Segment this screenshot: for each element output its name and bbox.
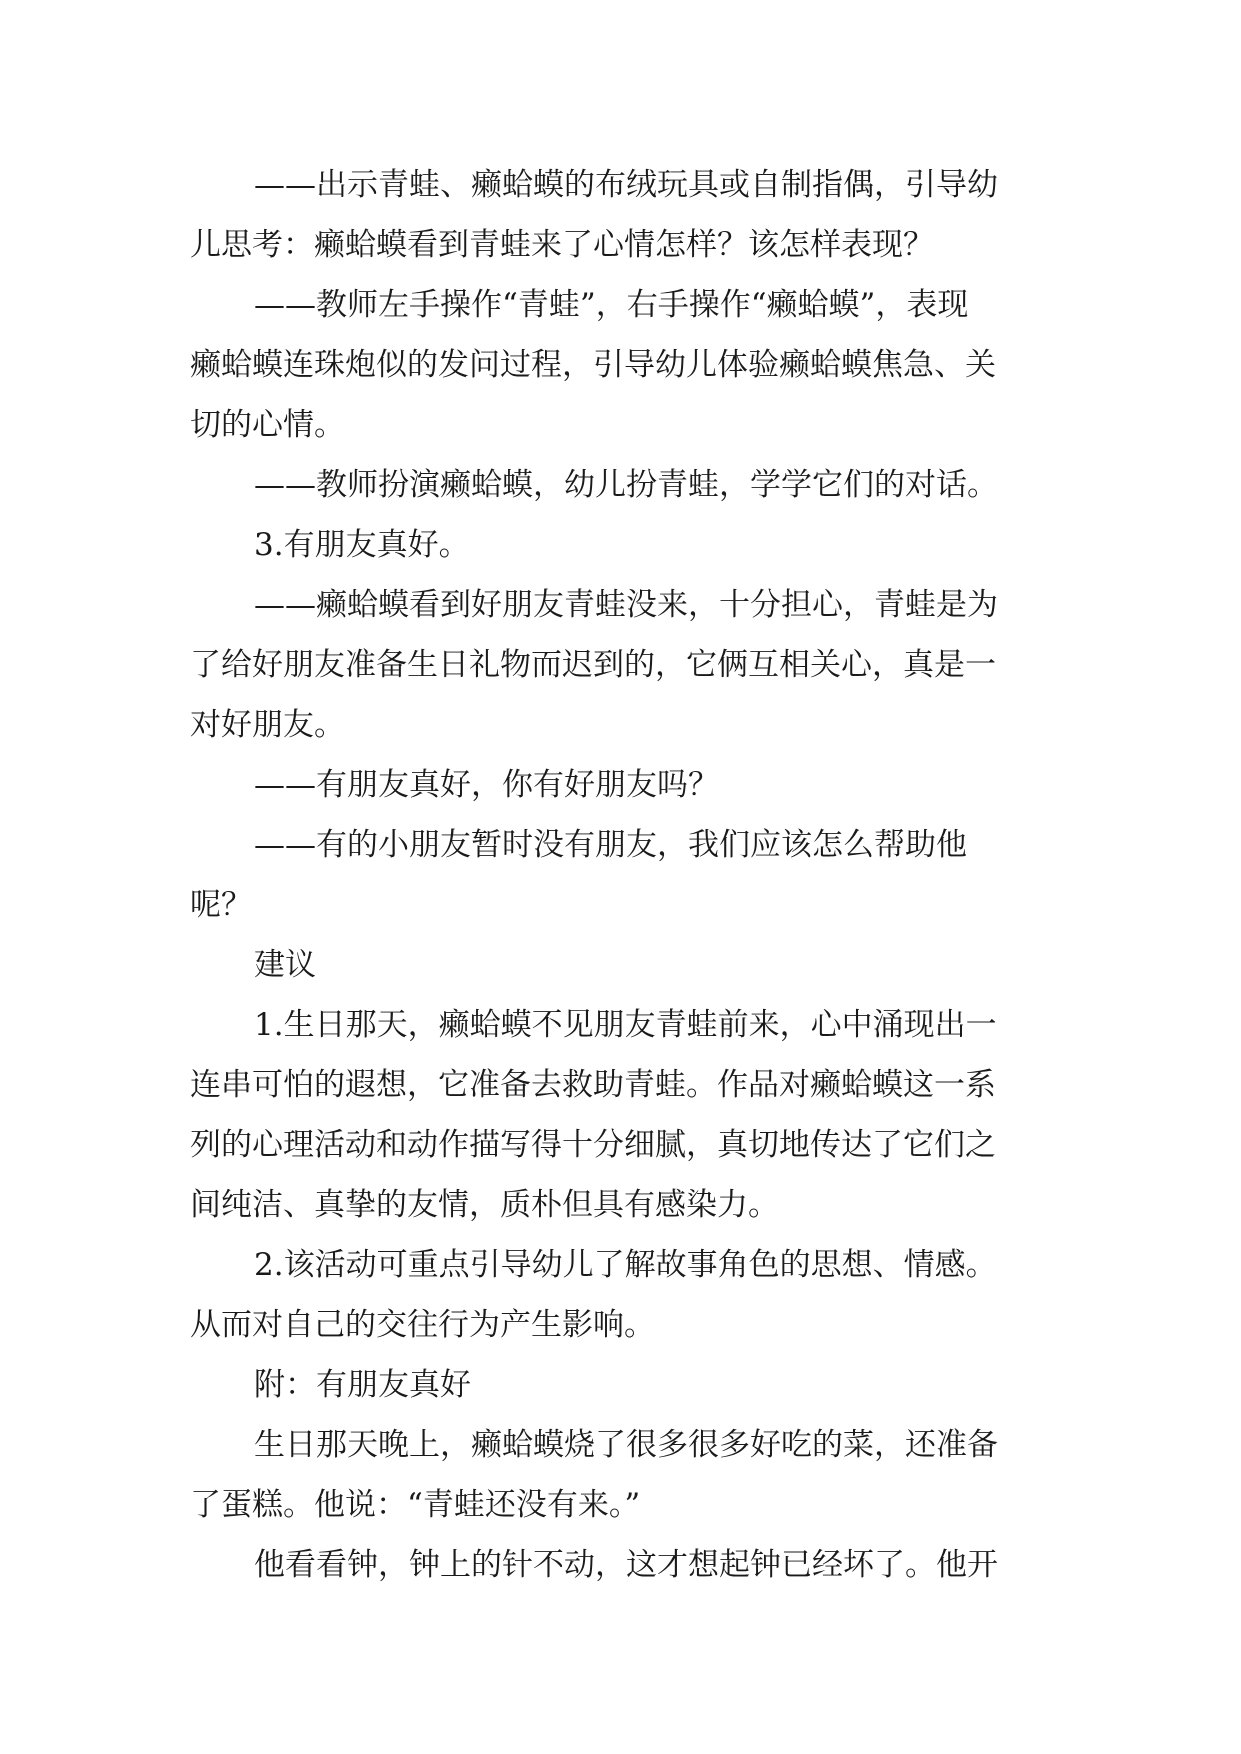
paragraph-line-12: ——有的小朋友暂时没有朋友，我们应该怎么帮助他 xyxy=(254,827,967,863)
paragraph-line-19: 2.该活动可重点引导幼儿了解故事角色的思想、情感。 xyxy=(254,1247,997,1283)
section-heading-suggestion: 建议 xyxy=(254,947,316,983)
paragraph-line-5: 切的心情。 xyxy=(190,407,345,443)
paragraph-line-6: ——教师扮演癞蛤蟆，幼儿扮青蛙，学学它们的对话。 xyxy=(254,467,998,503)
paragraph-line-16: 连串可怕的遐想，它准备去救助青蛙。作品对癞蛤蟆这一系 xyxy=(190,1067,996,1103)
paragraph-line-15: 1.生日那天，癞蛤蟆不见朋友青蛙前来，心中涌现出一 xyxy=(254,1007,997,1043)
paragraph-line-1: ——出示青蛙、癞蛤蟆的布绒玩具或自制指偶，引导幼 xyxy=(254,167,998,203)
section-heading-3: 3.有朋友真好。 xyxy=(254,527,470,563)
paragraph-line-2: 儿思考：癞蛤蟆看到青蛙来了心情怎样？该怎样表现？ xyxy=(190,227,934,263)
paragraph-line-20: 从而对自己的交往行为产生影响。 xyxy=(190,1307,655,1343)
document-page xyxy=(190,155,1050,1595)
paragraph-line-18: 间纯洁、真挚的友情，质朴但具有感染力。 xyxy=(190,1187,779,1223)
section-heading-appendix: 附：有朋友真好 xyxy=(254,1367,471,1403)
paragraph-line-9: 了给好朋友准备生日礼物而迟到的，它俩互相关心，真是一 xyxy=(190,647,996,683)
paragraph-line-3: ——教师左手操作“青蛙”，右手操作“癞蛤蟆”，表现 xyxy=(254,287,969,323)
paragraph-line-17: 列的心理活动和动作描写得十分细腻，真切地传达了它们之 xyxy=(190,1127,996,1163)
paragraph-line-8: ——癞蛤蟆看到好朋友青蛙没来，十分担心，青蛙是为 xyxy=(254,587,998,623)
paragraph-line-23: 了蛋糕。他说：“青蛙还没有来。” xyxy=(190,1487,641,1523)
paragraph-line-10: 对好朋友。 xyxy=(190,707,345,743)
paragraph-line-4: 癞蛤蟆连珠炮似的发问过程，引导幼儿体验癞蛤蟆焦急、关 xyxy=(190,347,996,383)
paragraph-line-24: 他看看钟，钟上的针不动，这才想起钟已经坏了。他开 xyxy=(254,1547,998,1583)
paragraph-line-11: ——有朋友真好，你有好朋友吗？ xyxy=(254,767,719,803)
paragraph-line-13: 呢？ xyxy=(190,887,252,923)
paragraph-line-22: 生日那天晚上，癞蛤蟆烧了很多很多好吃的菜，还准备 xyxy=(254,1427,998,1463)
